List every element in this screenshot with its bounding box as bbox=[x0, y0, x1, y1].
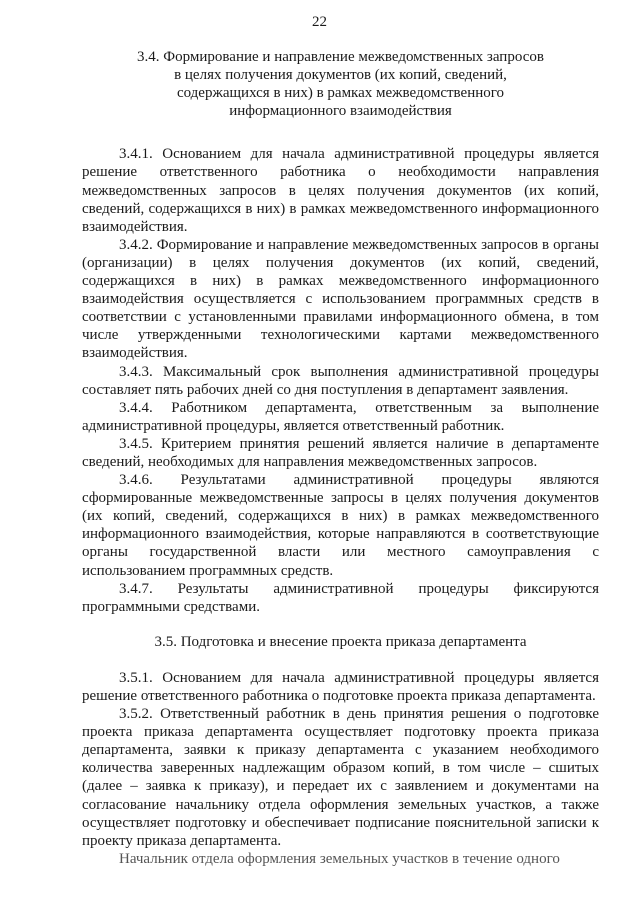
paragraph-3-4-7: 3.4.7. Результаты административной процедуры фиксируются программными средствами. bbox=[82, 580, 599, 615]
page-body bbox=[82, 48, 599, 868]
paragraph-continuation: Начальник отдела оформления земельных участков в течение одного bbox=[119, 850, 560, 867]
paragraph-3-4-3: 3.4.3. Максимальный срок выполнения административной процедуры составляет пять рабочих дней со дня поступления в департамент заявления. bbox=[82, 363, 599, 398]
page-number: 22 bbox=[312, 14, 327, 30]
section-3-4-heading-line: 3.4. Формирование и направление межведомственных запросов bbox=[137, 49, 544, 65]
spacer bbox=[82, 651, 599, 669]
section-3-4-heading-line: в целях получения документов (их копий, сведений, bbox=[174, 67, 507, 84]
spacer bbox=[82, 120, 599, 145]
section-3-5-heading: 3.5. Подготовка и внесение проекта приказа департамента bbox=[154, 633, 527, 650]
paragraph-3-5-1: 3.5.1. Основанием для начала административной процедуры является решение ответственного работника о подготовке проекта приказа департамента. bbox=[82, 669, 599, 704]
paragraph-3-4-1: 3.4.1. Основанием для начала административной процедуры является решение ответственного работника о необходимости направления межведомственных запросов в целях получения документов (их копий, сведений, содержащихся в них) в рамках межведомственного информационного взаимодействия. bbox=[82, 146, 599, 235]
paragraph-3-4-6: 3.4.6. Результатами административной процедуры являются сформированные межведомственные запросы в целях получения документов (их копий, сведений, содержащихся в них) в рамках межведомственного информационного взаимодействия, которые направляются в соответствующие органы государственной власти или местного самоуправления с использованием программных средств. bbox=[82, 472, 599, 579]
paragraph-3-5-2: 3.5.2. Ответственный работник в день принятия решения о подготовке проекта приказа департамента осуществляет подготовку проекта приказа департамента, заявки к приказу департамента с указанием необходимого количества заверенных надлежащим образом копий, в том числе – сшитых (далее – заявка к приказу), и передает их с заявлением и документами на согласование начальнику отдела оформления земельных участков, а также осуществляет подготовку и обеспечивает подписание пояснительной записки к проекту приказа департамента. bbox=[82, 706, 599, 849]
paragraph-3-4-4: 3.4.4. Работником департамента, ответственным за выполнение административной процедуры, является ответственный работник. bbox=[82, 399, 599, 434]
section-3-4-heading-line: содержащихся в них) в рамках межведомственного bbox=[176, 85, 505, 102]
paragraph-3-4-2: 3.4.2. Формирование и направление межведомственных запросов в органы (организации) в целях получения документов (их копий, сведений, содержащихся в них) в рамках межведомственного информационного взаимодействия осуществляется с использованием программных средств в соответствии с установленными правилами информационного обмена, в том числе утвержденными технологическими картами межведомственного взаимодействия. bbox=[82, 236, 599, 362]
spacer bbox=[82, 616, 599, 633]
section-3-4-heading bbox=[82, 48, 599, 120]
section-3-4-heading-line: информационного взаимодействия bbox=[229, 103, 452, 120]
paragraph-3-4-5: 3.4.5. Критерием принятия решений является наличие в департаменте сведений, необходимых для направления межведомственных запросов. bbox=[82, 435, 599, 470]
